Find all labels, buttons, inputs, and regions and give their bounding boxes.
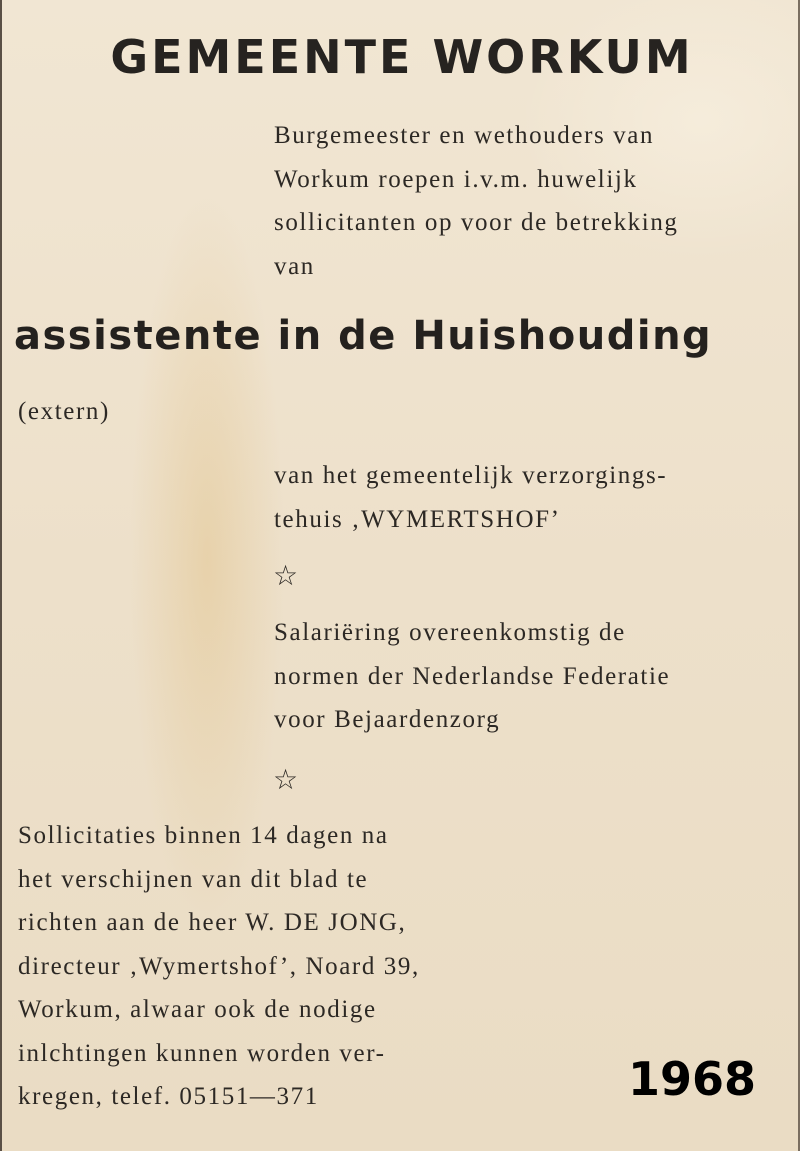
municipality-heading: GEMEENTE WORKUM bbox=[110, 30, 694, 84]
application-line: Sollicitaties binnen 14 dagen na bbox=[18, 822, 389, 849]
application-paragraph bbox=[18, 814, 420, 1119]
application-line: het verschijnen van dit blad te bbox=[18, 865, 369, 893]
application-line: inlchtingen kunnen worden ver- bbox=[18, 1039, 386, 1067]
star-divider-icon: ☆ bbox=[273, 763, 299, 796]
workplace-line: tehuis ‚WYMERTSHOF’ bbox=[274, 505, 561, 533]
intro-line: van bbox=[274, 252, 315, 280]
workplace-paragraph bbox=[274, 454, 667, 541]
application-line: richten aan de heer W. DE JONG, bbox=[18, 909, 407, 936]
job-note: (extern) bbox=[18, 398, 110, 425]
salary-line: voor Bejaardenzorg bbox=[274, 706, 501, 733]
intro-line: Workum roepen i.v.m. huwelijk bbox=[274, 165, 638, 193]
application-line: Workum, alwaar ook de nodige bbox=[18, 996, 377, 1023]
salary-paragraph bbox=[274, 611, 670, 742]
application-line: directeur ‚Wymertshof’, Noard 39, bbox=[18, 952, 420, 980]
year-label: 1968 bbox=[628, 1052, 757, 1106]
star-divider-icon: ☆ bbox=[273, 559, 299, 592]
workplace-line: van het gemeentelijk verzorgings- bbox=[274, 462, 668, 489]
intro-paragraph bbox=[274, 114, 679, 288]
application-line: kregen, telef. 05151—371 bbox=[18, 1083, 319, 1110]
salary-line: Salariëring overeenkomstig de bbox=[274, 619, 626, 646]
salary-line: normen der Nederlandse Federatie bbox=[274, 662, 671, 690]
job-title: assistente in de Huishouding bbox=[14, 313, 713, 359]
intro-line: sollicitanten op voor de betrekking bbox=[274, 209, 679, 236]
intro-line: Burgemeester en wethouders van bbox=[274, 122, 655, 149]
